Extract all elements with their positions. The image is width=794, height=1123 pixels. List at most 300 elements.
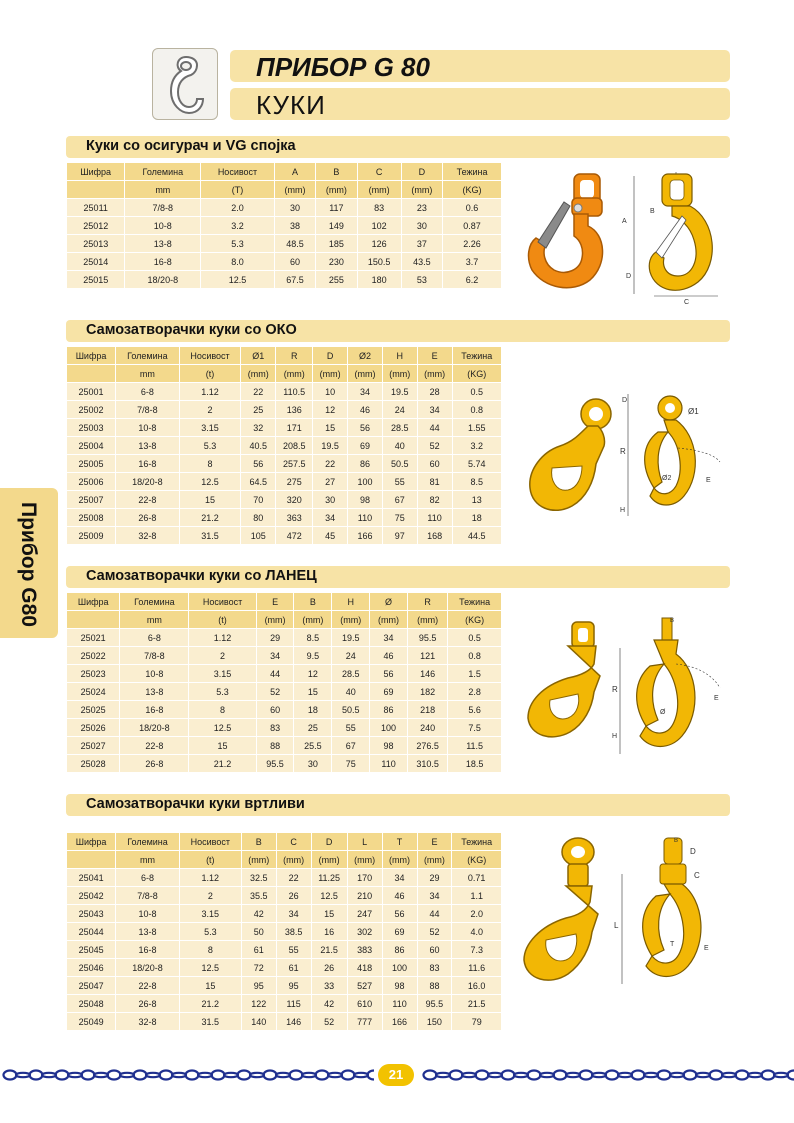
table-cell: 18.5 xyxy=(448,755,501,772)
table-cell: 5.3 xyxy=(180,437,241,454)
table-row xyxy=(67,995,501,1012)
chain-link xyxy=(238,1071,251,1080)
table-cell: 75 xyxy=(383,509,417,526)
table-cell: 18/20-8 xyxy=(116,473,179,490)
page-subtitle-bar xyxy=(230,88,730,120)
table-cell: 67.5 xyxy=(275,271,315,288)
table-cell: 26-8 xyxy=(120,755,188,772)
table-row xyxy=(67,271,501,288)
table-units-row xyxy=(67,611,501,628)
table-cell: 64.5 xyxy=(241,473,275,490)
table-cell: 126 xyxy=(358,235,401,252)
table-cell: 61 xyxy=(277,959,311,976)
chain-link xyxy=(16,1073,30,1077)
table-cell: (mm) xyxy=(275,181,315,198)
table-cell: 26-8 xyxy=(116,995,179,1012)
table-cell: 115 xyxy=(277,995,311,1012)
table-cell: 8 xyxy=(180,941,241,958)
chain-link xyxy=(644,1073,658,1077)
table-cell: 146 xyxy=(408,665,447,682)
chain-link xyxy=(56,1071,69,1080)
chain-decoration-left xyxy=(0,1066,374,1084)
table-cell: (mm) xyxy=(294,611,331,628)
table-cell: 50 xyxy=(242,923,276,940)
table-cell: 15 xyxy=(294,683,331,700)
table-cell: 10-8 xyxy=(116,905,179,922)
table-cell: 25003 xyxy=(67,419,115,436)
table-cell: 310.5 xyxy=(408,755,447,772)
table-cell: 121 xyxy=(408,647,447,664)
chain-link xyxy=(462,1073,476,1077)
table-cell: 60 xyxy=(418,941,452,958)
table-cell: Шифра xyxy=(67,833,115,850)
table-cell: (mm) xyxy=(383,851,417,868)
table-cell: 80 xyxy=(241,509,275,526)
chain-link xyxy=(276,1073,290,1077)
dim-label: A xyxy=(622,218,627,225)
table-cell: 25043 xyxy=(67,905,115,922)
table-cell: 6-8 xyxy=(116,869,179,886)
table-cell: E xyxy=(257,593,294,610)
table-row xyxy=(67,905,501,922)
table-cell: 55 xyxy=(277,941,311,958)
page-title-bar xyxy=(230,50,730,82)
table-cell: 182 xyxy=(408,683,447,700)
table-cell: (mm) xyxy=(348,851,382,868)
table-cell: 95 xyxy=(277,977,311,994)
table-cell: 48.5 xyxy=(275,235,315,252)
chain-link xyxy=(540,1073,554,1077)
hook-icon xyxy=(153,49,219,121)
table-cell: 8.0 xyxy=(201,253,274,270)
table-cell: 25001 xyxy=(67,383,115,400)
table-cell: (mm) xyxy=(241,365,275,382)
chain-link xyxy=(354,1073,368,1077)
table-cell: mm xyxy=(116,365,179,382)
table-cell: Големина xyxy=(116,347,179,364)
dim-label: H xyxy=(612,733,618,740)
table-cell: 98 xyxy=(348,491,382,508)
chain-link xyxy=(172,1073,186,1077)
table-row xyxy=(67,887,501,904)
table-cell: 37 xyxy=(402,235,442,252)
table-cell: 32-8 xyxy=(116,527,179,544)
table-cell: 38.5 xyxy=(277,923,311,940)
table-cell: 3.15 xyxy=(180,905,241,922)
chain-link xyxy=(632,1071,645,1080)
table-cell: 777 xyxy=(348,1013,382,1030)
dim-label: Ø1 xyxy=(688,407,699,416)
section-title: Самозатворачки куки вртливи xyxy=(86,796,305,812)
table-row xyxy=(67,527,501,544)
table-cell: (mm) xyxy=(348,365,382,382)
swivel-hook-diagram xyxy=(612,834,724,990)
table-cell: 171 xyxy=(276,419,312,436)
table-cell: 110 xyxy=(383,995,417,1012)
table-cell: D xyxy=(312,833,347,850)
dim-label: R xyxy=(612,685,618,694)
table-cell: 610 xyxy=(348,995,382,1012)
table-cell: 18 xyxy=(453,509,501,526)
table-cell: 185 xyxy=(316,235,356,252)
table-row xyxy=(67,755,501,772)
table-row xyxy=(67,629,501,646)
table-cell: 149 xyxy=(316,217,356,234)
table-cell: 26-8 xyxy=(116,509,179,526)
table-cell: 75 xyxy=(332,755,369,772)
table-cell: 2 xyxy=(180,401,241,418)
table-cell: R xyxy=(276,347,312,364)
table-cell: 136 xyxy=(276,401,312,418)
table-cell: 34 xyxy=(383,869,417,886)
table-cell: 15 xyxy=(180,491,241,508)
table-cell: 31.5 xyxy=(180,527,241,544)
table-cell: 100 xyxy=(383,959,417,976)
section-heading xyxy=(66,320,730,342)
table-cell: (mm) xyxy=(312,851,347,868)
section-title: Самозатворачки куки со ЛАНЕЦ xyxy=(86,568,317,584)
table-cell: 13-8 xyxy=(116,923,179,940)
table-cell: 7/8-8 xyxy=(125,199,200,216)
table-cell: 31.5 xyxy=(180,1013,241,1030)
table-cell: 25049 xyxy=(67,1013,115,1030)
table-cell: 18/20-8 xyxy=(125,271,200,288)
chain-link xyxy=(580,1071,593,1080)
table-cell: Шифра xyxy=(67,593,119,610)
table-cell: 98 xyxy=(383,977,417,994)
table-cell: 102 xyxy=(358,217,401,234)
table-cell: 15 xyxy=(189,737,255,754)
table-cell: 25012 xyxy=(67,217,124,234)
table-cell: Тежина xyxy=(452,833,501,850)
table-cell: R xyxy=(408,593,447,610)
chain-link xyxy=(264,1071,277,1080)
table-cell: 320 xyxy=(276,491,312,508)
table-units-row xyxy=(67,365,501,382)
table-cell: 88 xyxy=(257,737,294,754)
chain-link xyxy=(316,1071,329,1080)
table-cell: 16.0 xyxy=(452,977,501,994)
table-cell: Носивост xyxy=(180,347,241,364)
table-cell: 52 xyxy=(312,1013,347,1030)
table-cell: 46 xyxy=(383,887,417,904)
table-cell: (mm) xyxy=(257,611,294,628)
chain-link xyxy=(736,1071,749,1080)
table-cell: 69 xyxy=(370,683,407,700)
table-cell: 52 xyxy=(418,437,452,454)
table-cell: 8 xyxy=(180,455,241,472)
table-cell: 170 xyxy=(348,869,382,886)
table-cell: (KG) xyxy=(448,611,501,628)
chain-link xyxy=(696,1073,710,1077)
table-cell: 0.6 xyxy=(443,199,501,216)
table-units-row xyxy=(67,181,501,198)
table-cell: E xyxy=(418,347,452,364)
table-row xyxy=(67,869,501,886)
hook-with-latch-photo xyxy=(516,168,620,300)
table-cell: 122 xyxy=(242,995,276,1012)
table-cell: 12.5 xyxy=(201,271,274,288)
chain-link xyxy=(514,1073,528,1077)
table-cell: 95.5 xyxy=(257,755,294,772)
table-cell: mm xyxy=(125,181,200,198)
table-cell: 44.5 xyxy=(453,527,501,544)
table-cell: 230 xyxy=(316,253,356,270)
table-row xyxy=(67,199,501,216)
table-cell: 44 xyxy=(257,665,294,682)
table-cell: 34 xyxy=(418,887,452,904)
chain-link xyxy=(186,1071,199,1080)
table-cell: 25006 xyxy=(67,473,115,490)
spec-table xyxy=(66,162,502,289)
table-cell: 56 xyxy=(383,905,417,922)
table-cell: 105 xyxy=(241,527,275,544)
table-cell: 83 xyxy=(358,199,401,216)
table-cell: 11.25 xyxy=(312,869,347,886)
table-units-row xyxy=(67,851,501,868)
table-cell: (mm) xyxy=(316,181,356,198)
table-cell: 88 xyxy=(418,977,452,994)
table-cell: (KG) xyxy=(452,851,501,868)
table-row xyxy=(67,473,501,490)
table-cell: (KG) xyxy=(443,181,501,198)
table-cell: 10-8 xyxy=(116,419,179,436)
table-cell: 5.3 xyxy=(180,923,241,940)
table-cell: 110 xyxy=(348,509,382,526)
table-cell: 363 xyxy=(276,509,312,526)
table-cell: 12.5 xyxy=(180,959,241,976)
dim-label: R xyxy=(620,447,626,456)
hook-with-latch-diagram xyxy=(620,168,726,308)
table-cell: 10-8 xyxy=(125,217,200,234)
chain-link xyxy=(120,1073,134,1077)
table-cell: 61 xyxy=(242,941,276,958)
table-cell xyxy=(67,611,119,628)
table-cell: 275 xyxy=(276,473,312,490)
table-row xyxy=(67,923,501,940)
table-cell: 32 xyxy=(241,419,275,436)
table-cell: 12 xyxy=(313,401,347,418)
table-cell: 7.3 xyxy=(452,941,501,958)
table-cell: B xyxy=(294,593,331,610)
table-cell: (mm) xyxy=(408,611,447,628)
table-cell: 12.5 xyxy=(189,719,255,736)
dim-label: B xyxy=(674,838,679,844)
table-cell: 11.6 xyxy=(452,959,501,976)
table-cell: (mm) xyxy=(313,365,347,382)
chain-link xyxy=(774,1073,788,1077)
table-cell: 52 xyxy=(257,683,294,700)
table-cell: 25014 xyxy=(67,253,124,270)
chain-link xyxy=(502,1071,515,1080)
table-cell: 34 xyxy=(418,401,452,418)
table-cell: (mm) xyxy=(242,851,276,868)
table-cell: 166 xyxy=(383,1013,417,1030)
table-cell: Шифра xyxy=(67,163,124,180)
chain-link xyxy=(748,1073,762,1077)
dim-label: E xyxy=(714,695,719,702)
table-cell: 95 xyxy=(242,977,276,994)
table-cell: 25013 xyxy=(67,235,124,252)
table-cell: 22 xyxy=(241,383,275,400)
self-locking-chain-hook-diagram xyxy=(610,614,726,760)
table-cell: 56 xyxy=(348,419,382,436)
chain-link xyxy=(684,1071,697,1080)
table-cell xyxy=(67,365,115,382)
table-cell: 1.55 xyxy=(453,419,501,436)
table-cell: 21.2 xyxy=(180,509,241,526)
table-header-row xyxy=(67,163,501,180)
page-number: 21 xyxy=(378,1064,414,1086)
self-locking-eye-hook-photo xyxy=(512,396,624,520)
table-cell: 97 xyxy=(383,527,417,544)
table-row xyxy=(67,977,501,994)
table-cell: Носивост xyxy=(180,833,241,850)
table-cell: 25028 xyxy=(67,755,119,772)
table-cell: 28.5 xyxy=(332,665,369,682)
page-title: ПРИБОР G 80 xyxy=(256,52,430,82)
chain-link xyxy=(134,1071,147,1080)
page-subtitle: КУКИ xyxy=(256,90,326,120)
table-row xyxy=(67,455,501,472)
table-row xyxy=(67,383,501,400)
table-cell: 140 xyxy=(242,1013,276,1030)
table-cell: Тежина xyxy=(453,347,501,364)
table-cell: T xyxy=(383,833,417,850)
table-cell: 46 xyxy=(348,401,382,418)
table-cell: Ø xyxy=(370,593,407,610)
dim-label: T xyxy=(670,941,675,948)
table-row xyxy=(67,437,501,454)
table-cell: 25002 xyxy=(67,401,115,418)
table-cell: A xyxy=(275,163,315,180)
table-cell: 44 xyxy=(418,419,452,436)
table-cell: 13 xyxy=(453,491,501,508)
table-cell: 166 xyxy=(348,527,382,544)
chain-link xyxy=(82,1071,95,1080)
chain-decoration-right xyxy=(420,1066,794,1084)
table-row xyxy=(67,959,501,976)
table-cell: H xyxy=(332,593,369,610)
table-cell: Ø2 xyxy=(348,347,382,364)
table-cell: 13-8 xyxy=(120,683,188,700)
table-cell xyxy=(67,851,115,868)
chain-link xyxy=(606,1071,619,1080)
table-cell: 25047 xyxy=(67,977,115,994)
table-cell: 12 xyxy=(294,665,331,682)
table-cell: 22-8 xyxy=(116,491,179,508)
chain-link xyxy=(762,1071,775,1080)
table-cell: 19.5 xyxy=(313,437,347,454)
table-row xyxy=(67,1013,501,1030)
self-locking-chain-hook-photo xyxy=(508,616,608,746)
table-cell: 25048 xyxy=(67,995,115,1012)
table-cell: 16-8 xyxy=(125,253,200,270)
table-cell: 25024 xyxy=(67,683,119,700)
table-cell: 8.5 xyxy=(294,629,331,646)
table-cell: 60 xyxy=(257,701,294,718)
table-cell: 4.0 xyxy=(452,923,501,940)
table-cell: (mm) xyxy=(402,181,442,198)
table-cell: 2.8 xyxy=(448,683,501,700)
table-cell: 69 xyxy=(348,437,382,454)
table-cell: 25026 xyxy=(67,719,119,736)
table-cell: 6-8 xyxy=(120,629,188,646)
table-cell: 110.5 xyxy=(276,383,312,400)
table-cell: C xyxy=(277,833,311,850)
table-cell: 95.5 xyxy=(418,995,452,1012)
table-cell: 240 xyxy=(408,719,447,736)
table-cell: 18/20-8 xyxy=(120,719,188,736)
table-cell: 46 xyxy=(370,647,407,664)
table-cell: 3.15 xyxy=(180,419,241,436)
spec-table xyxy=(66,832,502,1031)
table-cell: 86 xyxy=(370,701,407,718)
table-header-row xyxy=(67,593,501,610)
table-cell: Големина xyxy=(116,833,179,850)
dim-label: C xyxy=(694,871,700,880)
table-cell: 5.74 xyxy=(453,455,501,472)
table-cell: Големина xyxy=(125,163,200,180)
table-cell: 25025 xyxy=(67,701,119,718)
table-cell: 32.5 xyxy=(242,869,276,886)
table-cell: 15 xyxy=(313,419,347,436)
table-cell: (mm) xyxy=(332,611,369,628)
chain-link xyxy=(42,1073,56,1077)
table-cell: 18 xyxy=(294,701,331,718)
table-cell: 53 xyxy=(402,271,442,288)
table-cell: 56 xyxy=(241,455,275,472)
table-cell: 25027 xyxy=(67,737,119,754)
table-cell: (t) xyxy=(180,365,241,382)
table-cell: 70 xyxy=(241,491,275,508)
chain-link xyxy=(198,1073,212,1077)
table-cell: 81 xyxy=(418,473,452,490)
table-header-row xyxy=(67,833,501,850)
table-cell: 110 xyxy=(418,509,452,526)
table-cell: 472 xyxy=(276,527,312,544)
table-cell: 22 xyxy=(277,869,311,886)
table-cell: 0.71 xyxy=(452,869,501,886)
table-cell: 25041 xyxy=(67,869,115,886)
table-row xyxy=(67,719,501,736)
table-cell: 25023 xyxy=(67,665,119,682)
chain-link xyxy=(566,1073,580,1077)
table-cell: (mm) xyxy=(276,365,312,382)
table-cell: B xyxy=(316,163,356,180)
table-cell: 28 xyxy=(418,383,452,400)
chain-link xyxy=(250,1073,264,1077)
table-cell: 67 xyxy=(383,491,417,508)
table-cell: 418 xyxy=(348,959,382,976)
table-row xyxy=(67,253,501,270)
table-cell: 22-8 xyxy=(120,737,188,754)
dim-label: Ø xyxy=(660,709,666,716)
table-cell: 383 xyxy=(348,941,382,958)
dim-label: C xyxy=(684,299,690,306)
table-cell: H xyxy=(383,347,417,364)
table-cell: 0.8 xyxy=(453,401,501,418)
dim-label: B xyxy=(650,208,655,215)
table-cell: 29 xyxy=(257,629,294,646)
table-cell: 95.5 xyxy=(408,629,447,646)
table-cell: 44 xyxy=(418,905,452,922)
dim-label: D xyxy=(626,273,632,280)
table-cell: 67 xyxy=(332,737,369,754)
table-cell: 8 xyxy=(189,701,255,718)
chain-link xyxy=(436,1073,450,1077)
side-tab-label: Прибор G80 xyxy=(17,502,40,627)
